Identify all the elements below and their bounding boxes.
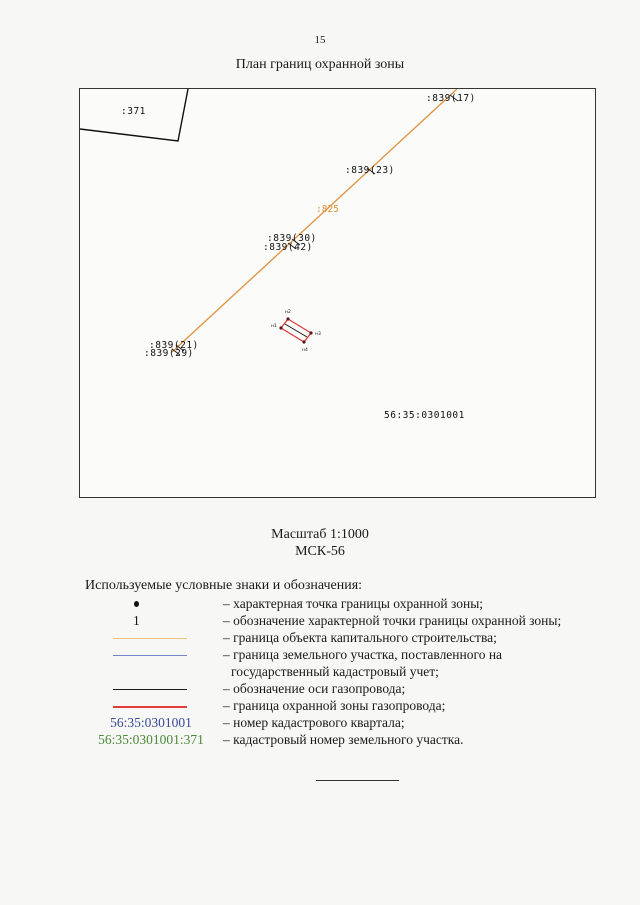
cadastral-number-sample: 56:35:0301001:371 — [98, 732, 204, 747]
object-label: :825 — [316, 204, 339, 215]
legend-text: – граница охранной зоны газопровода; — [223, 698, 446, 713]
legend-text: – обозначение оси газопровода; — [223, 681, 406, 696]
legend-item — [85, 732, 625, 748]
legend-symbol — [85, 681, 225, 697]
black-line-icon — [113, 689, 187, 690]
legend-text: – обозначение характерной точки границы охранной зоны; — [223, 613, 562, 628]
object-boundary-line — [172, 89, 457, 352]
legend-text: – граница земельного участка, поставленного на — [223, 647, 503, 662]
legend-item — [85, 698, 625, 714]
legend-item — [85, 681, 625, 697]
legend-text: – кадастровый номер земельного участка. — [223, 732, 464, 747]
legend-item — [85, 715, 625, 731]
legend-item-continuation — [85, 664, 625, 680]
red-line-icon — [113, 706, 187, 708]
map-canvas — [80, 89, 595, 497]
label-839-23: :839(23) — [345, 165, 395, 176]
point-label-n3: н3 — [315, 332, 321, 337]
legend-symbol — [85, 698, 225, 714]
point-label-n2: н2 — [285, 310, 291, 315]
parcel-label: :371 — [121, 106, 146, 117]
scale-text: Масштаб 1:1000 — [271, 527, 369, 542]
legend-item — [85, 613, 625, 629]
legend-text: – граница объекта капитального строительства; — [223, 630, 497, 645]
legend-heading: Используемые условные знаки и обозначения: — [85, 578, 363, 593]
label-839-21: :839(21) — [149, 340, 199, 351]
plan-title: План границ охранной зоны — [235, 57, 405, 72]
label-839-17: :839(17) — [426, 93, 476, 104]
crs-text: МСК-56 — [295, 544, 345, 559]
legend-item — [85, 647, 625, 663]
label-839-30: :839(30) — [267, 233, 317, 244]
label-839-42: :839(42) — [263, 242, 313, 253]
legend-symbol — [85, 630, 225, 646]
quarter-number-sample: 56:35:0301001 — [110, 715, 192, 730]
point-dot-icon — [134, 601, 139, 607]
legend-item — [85, 596, 625, 612]
legend-symbol — [85, 715, 225, 731]
legend-symbol — [85, 647, 225, 663]
legend-symbol — [85, 596, 225, 612]
gas-pipeline-axis — [285, 324, 307, 337]
point-label-n1: н1 — [271, 324, 277, 329]
legend-symbol-number: 1 — [133, 613, 140, 628]
closing-rule — [316, 780, 399, 781]
orange-line-icon — [113, 638, 187, 639]
map-frame — [79, 88, 596, 498]
legend-text: – номер кадастрового квартала; — [223, 715, 405, 730]
legend-text: – характерная точка границы охранной зоны; — [223, 596, 484, 611]
quarter-label: 56:35:0301001 — [384, 410, 465, 421]
point-label-n4: н4 — [302, 348, 308, 353]
page-number: 15 — [314, 34, 326, 46]
label-839-29: :839(29) — [144, 348, 194, 359]
legend-text: государственный кадастровый учет; — [231, 664, 439, 679]
legend-symbol — [85, 613, 225, 629]
legend-symbol — [85, 732, 225, 748]
blue-line-icon — [113, 655, 187, 656]
legend-item — [85, 630, 625, 646]
point-marks — [172, 95, 458, 355]
